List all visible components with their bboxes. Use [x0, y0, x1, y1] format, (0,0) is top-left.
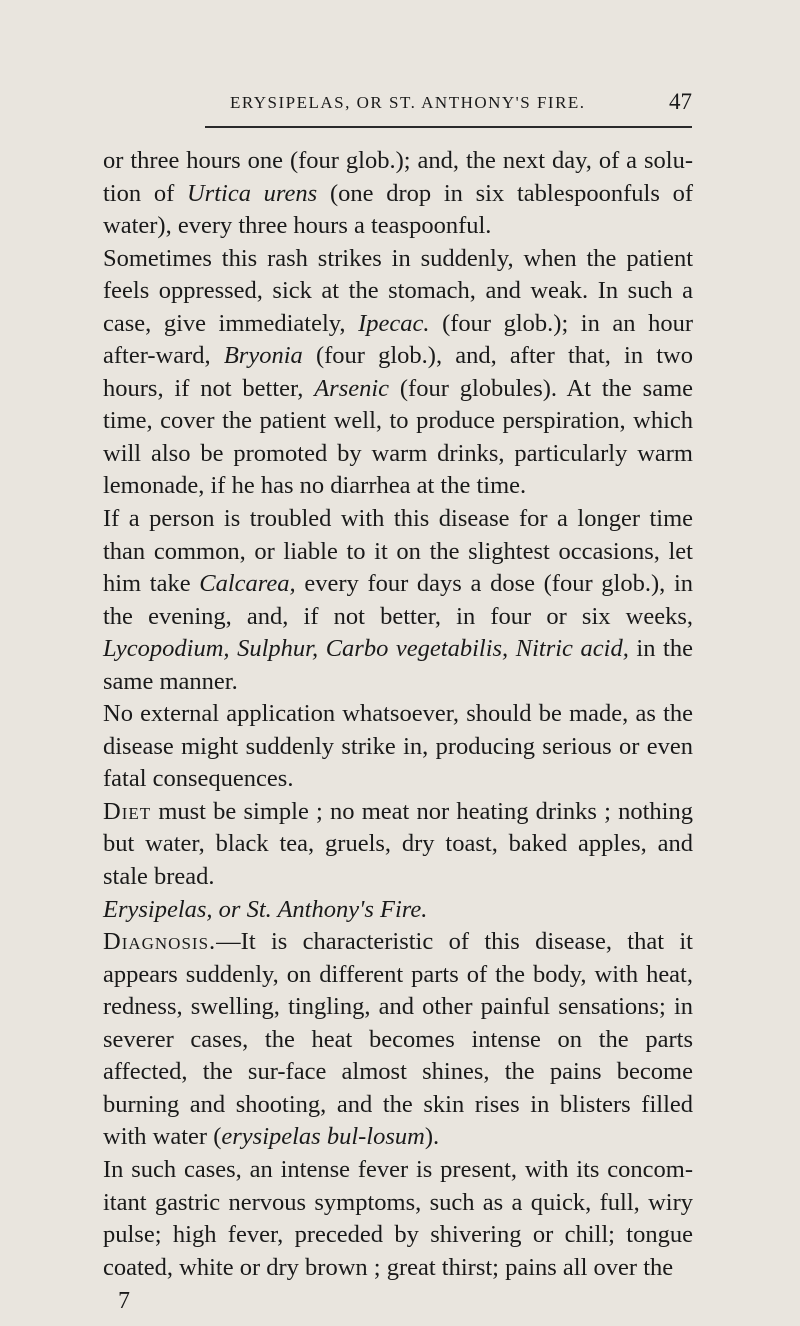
text-run: (four glob.), and, after that, in two hours, if not better,: [103, 342, 693, 402]
text-run: in the same manner.: [103, 635, 693, 695]
text-run: (four globules). At the same time, cover the patient well, to produce perspiration, which will also be promoted by warm drinks, particularly warm lemonade, if he has no diarrhea at the time.: [103, 374, 694, 500]
italic-run: Urtica urens: [186, 179, 318, 207]
text-run: —It is characteristic of this disease, that it appears suddenly, on different parts of the body, with heat, redness, swelling, tingling, and other painful sensations; in severer cases, the heat becomes intense on the parts affected, the sur-face almost shines, the pains become burning and shooting, and the skin rises in blisters filled with water (: [103, 928, 693, 1151]
small-caps-run: Diagnosis.: [103, 928, 217, 956]
text-run: In such cases, an intense fever is present, with its concom-itant gastric nervous symptoms, such as a quick, full, wiry pulse; high fever, preceded by shivering or chill; tongue coated, white or dry brown ; great thirst; pains all over the: [103, 1155, 693, 1281]
page-number: 47: [669, 89, 692, 114]
text-run: every four days a dose (four glob.), in the evening, and, if not better, in four or six weeks,: [103, 570, 694, 630]
paragraphs-group: [103, 145, 693, 894]
paragraph: [103, 243, 693, 503]
text-run: ).: [424, 1123, 440, 1151]
italic-run: Ipecac.: [358, 309, 430, 337]
italic-run: Calcarea,: [199, 570, 296, 598]
text-run: must be simple ; no meat nor heating drinks ; nothing but water, black tea, gruels, dry toast, baked apples, and stale bread.: [103, 797, 693, 891]
italic-run: Arsenic: [314, 374, 390, 402]
text-run: Sometimes this rash strikes in suddenly, when the patient feels oppressed, sick at the stomach, and weak. In such a case, give immediately,: [103, 244, 693, 337]
italic-run: erysipelas bul-losum: [221, 1123, 425, 1151]
text-run: (four glob.); in an hour after-ward,: [103, 309, 693, 370]
paragraph: [103, 796, 693, 894]
header-rule: [205, 126, 692, 128]
running-head: [208, 89, 692, 123]
paragraph: [103, 145, 693, 243]
paragraph: [103, 503, 693, 698]
body-text: [103, 145, 693, 1284]
text-run: If a person is troubled with this disease for a longer time than common, or liable to it on the slightest occasions, let him take: [103, 505, 693, 598]
text-run: or three hours one (four glob.); and, the next day, of a solu-tion of: [103, 147, 693, 207]
text-run: No external application whatsoever, should be made, as the disease might suddenly strike in, producing serious or even fatal consequences.: [103, 700, 693, 793]
section-paragraphs-group: [103, 926, 693, 1284]
italic-run: Lycopodium, Sulphur, Carbo vegetabilis, Nitric acid,: [103, 635, 629, 663]
small-caps-run: Diet: [103, 797, 152, 825]
running-title: ERYSIPELAS, OR ST. ANTHONY'S FIRE.: [230, 93, 586, 112]
text-run: (one drop in six tablespoonfuls of water), every three hours a teaspoonful.: [103, 179, 693, 240]
signature-mark: 7: [118, 1288, 130, 1314]
paragraph: [103, 698, 693, 796]
section-title: Erysipelas, or St. Anthony's Fire.: [103, 895, 428, 923]
paragraph: [103, 1154, 693, 1284]
paragraph: [103, 926, 693, 1154]
italic-run: Bryonia: [223, 342, 303, 370]
